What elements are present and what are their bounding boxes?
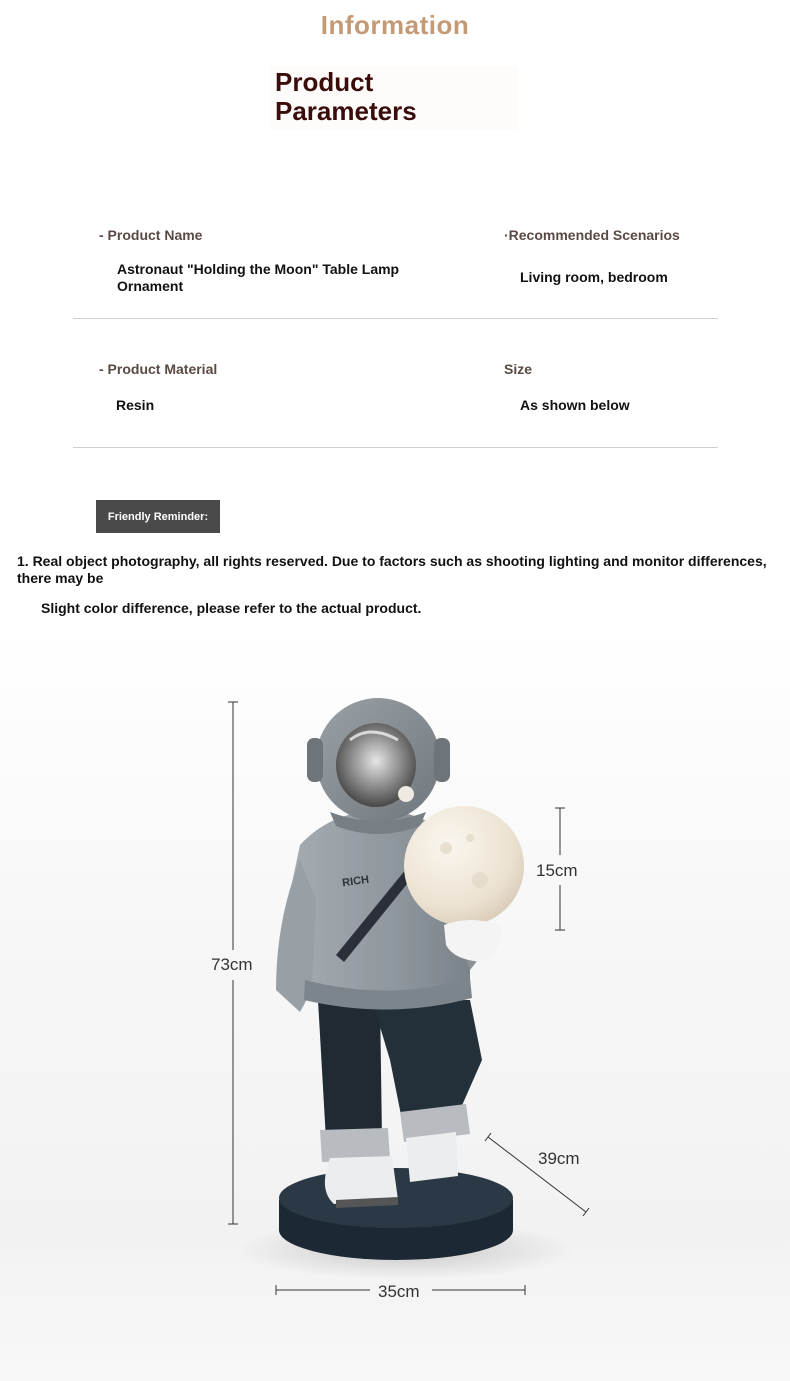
depth-tick-start (485, 1133, 491, 1141)
product-material-label: - Product Material (99, 361, 218, 377)
product-name-label: - Product Name (99, 227, 203, 243)
row-divider (73, 447, 718, 448)
params-title (275, 68, 417, 126)
depth-tick-end (583, 1208, 589, 1216)
reminder-line-1: 1. Real object photography, all rights reserved. Due to factors such as shooting lighting and monitor differences, there may be (17, 553, 767, 586)
left-shoe (325, 1156, 398, 1204)
reminder-line-2: Slight color difference, please refer to the actual product. (41, 600, 422, 616)
moon-crater (466, 834, 474, 842)
depth-dimension-label: 39cm (538, 1149, 580, 1168)
product-material-value: Resin (116, 397, 155, 413)
moon-lamp (404, 806, 524, 926)
row-divider (73, 318, 718, 319)
height-dimension-label: 73cm (211, 955, 253, 974)
section-title: Information (320, 10, 470, 40)
visor-reflection (398, 786, 414, 802)
left-leg (318, 1000, 382, 1140)
helmet-left-ear (307, 738, 323, 782)
recommended-scenarios-value: Living room, bedroom (520, 269, 668, 285)
moon-crater (472, 872, 488, 888)
right-shoe (406, 1132, 458, 1182)
params-title-line1: Product (275, 67, 374, 97)
params-title-line2: Parameters (275, 96, 417, 126)
product-name-value: Astronaut "Holding the Moon" Table Lamp Ornament (117, 261, 400, 294)
size-value: As shown below (520, 397, 630, 413)
friendly-reminder-badge: Friendly Reminder: (96, 500, 220, 533)
moon-crater (440, 842, 452, 854)
product-image (0, 630, 790, 1381)
moon-dimension-label: 15cm (536, 861, 578, 880)
helmet-right-ear (434, 738, 450, 782)
recommended-scenarios-label: ·Recommended Scenarios (504, 227, 680, 243)
width-dimension-label: 35cm (378, 1282, 420, 1301)
hoodie-text: RICH (341, 873, 370, 890)
size-label: Size (504, 361, 533, 377)
